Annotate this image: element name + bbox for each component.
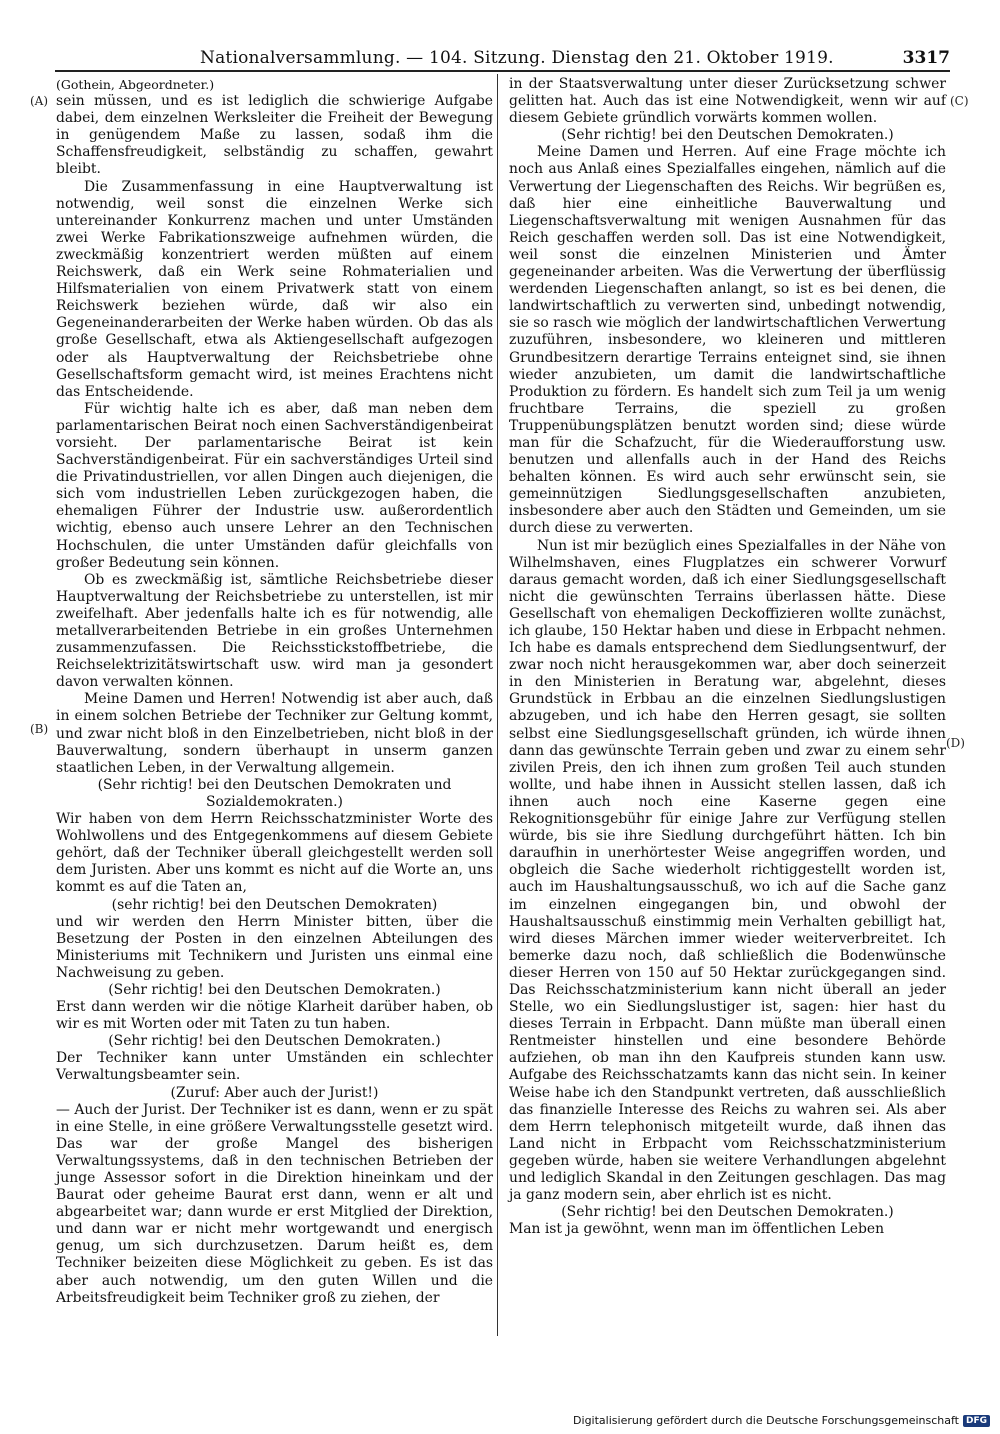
header-rule bbox=[55, 70, 950, 72]
interjection: (Sehr richtig! bei den Deutschen Demokraten.) bbox=[561, 1204, 894, 1221]
paragraph: Wir haben von dem Herrn Reichsschatzminister Worte des Wohlwollens und des Entgegenkommens auf diesem Gebiete gehört, daß der Techniker überall gleichgestellt werden soll dem Juristen. Aber uns kommt es nicht auf die Worte an, uns kommt es auf die Taten an, bbox=[56, 811, 493, 896]
dfg-logo-icon: DFG bbox=[963, 1415, 990, 1427]
running-title: Nationalversammlung. — 104. Sitzung. Dienstag den 21. Oktober 1919. bbox=[200, 48, 834, 68]
page-header bbox=[0, 0, 1000, 70]
paragraph: in der Staatsverwaltung unter dieser Zurücksetzung schwer gelitten hat. Auch das ist eine Notwendigkeit, wenn wir auf diesem Gebiete gründlich vorwärts kommen wollen. bbox=[509, 76, 946, 127]
digitization-footer bbox=[573, 1414, 990, 1427]
page-number: 3317 bbox=[902, 48, 950, 68]
paragraph: Die Zusammenfassung in eine Hauptverwaltung ist notwendig, weil sonst die einzelnen Werke sich untereinander Konkurrenz machen und unter Umständen zwei Werke Fabrikationszweige aufnehmen würden, die zweckmäßig konzentriert werden müßten auf einem Reichswerk, daß ein Werk seine Rohmaterialien und Hilfsmaterialien von einem Privatwerk statt von einem Reichswerk beziehen würde, daß wir also ein Gegeneinanderarbeiten der Werke haben würden. Ob das als große Gesellschaft, etwa als Aktiengesellschaft aufgezogen oder als Hauptverwaltung der Reichsbetriebe ohne Gesellschaftsform gemacht wird, ist meines Erachtens nicht das Entscheidende. bbox=[56, 178, 493, 400]
margin-marker-b: (B) bbox=[30, 722, 49, 736]
column-divider bbox=[497, 74, 498, 1336]
margin-marker-a: (A) bbox=[30, 94, 49, 108]
interjection: (Sehr richtig! bei den Deutschen Demokraten.) bbox=[108, 981, 441, 998]
footer-text: Digitalisierung gefördert durch die Deutsche Forschungsgemeinschaft bbox=[573, 1414, 959, 1427]
interjection: (sehr richtig! bei den Deutschen Demokraten) bbox=[111, 896, 438, 913]
paragraph: sein müssen, und es ist lediglich die schwierige Aufgabe dabei, dem einzelnen Werksleiter die Freiheit der Bewegung in genügendem Maße zu lassen, sodaß ihm die Schaffensfreudigkeit, selbständig zu schaffen, gewahrt bleibt. bbox=[56, 93, 493, 178]
paragraph: Ob es zweckmäßig ist, sämtliche Reichsbetriebe dieser Hauptverwaltung der Reichsbetriebe zu unterstellen, ist mir zweifelhaft. Aber jedenfalls halte ich es für notwendig, alle metallverarbeitenden Betriebe in ein großes Unternehmen zusammenzufassen. Die Reichsstickstoffbetriebe, die Reichselektrizitätswirtschaft usw. wird man ja gesondert davon verwalten können. bbox=[56, 571, 493, 691]
interjection: (Sehr richtig! bei den Deutschen Demokraten und Sozialdemokraten.) bbox=[97, 776, 452, 810]
paragraph: Meine Damen und Herren! Notwendig ist aber auch, daß in einem solchen Betriebe der Techniker zur Geltung kommt, und zwar nicht bloß in den Einzelbetrieben, nicht bloß in der Bauverwaltung, sondern überhaupt in unserm ganzen staatlichen Leben, in der Verwaltung allgemein. bbox=[56, 691, 493, 776]
interjection: (Sehr richtig! bei den Deutschen Demokraten.) bbox=[561, 127, 894, 144]
margin-marker-c: (C) bbox=[950, 94, 969, 108]
margin-marker-d: (D) bbox=[946, 736, 965, 750]
paragraph: Für wichtig halte ich es aber, daß man neben dem parlamentarischen Beirat noch einen Sachverständigenbeirat vorsieht. Der parlamentarische Beirat ist kein Sachverständigenbeirat. Für ein sachverständiges Urteil sind die Privatindustriellen, vor allen Dingen auch diejenigen, die sich vom industriellen Leben zurückgezogen haben, die ehemaligen Führer der Industrie usw. außerordentlich wichtig, ebenso auch unsere Lehrer an den Technischen Hochschulen, die unter Umständen dafür gleichfalls von großer Bedeutung sein können. bbox=[56, 400, 493, 571]
paragraph: Meine Damen und Herren. Auf eine Frage möchte ich noch aus Anlaß eines Spezialfalles eingehen, nämlich auf die Verwertung der Liegenschaften des Reichs. Wir begrüßen es, daß hier eine einheitliche Bauverwaltung und Liegenschaftsverwaltung mit wenigen Ausnahmen für das Reich geschaffen werden soll. Das ist eine Notwendigkeit, weil sonst die einzelnen Ministerien und Ämter gegeneinander arbeiten. Was die Verwertung der überflüssig werdenden Liegenschaften anlangt, so ist es bei denen, die landwirtschaftlich zu verwerten sind, unbedingt notwendig, sie so rasch wie möglich der landwirtschaftlichen Verwertung zuzuführen, insbesondere, wo kleineren und mittleren Grundbesitzern derartige Terrains enteignet sind, sie ihnen wieder anzubieten, um damit die landwirtschaftliche Produktion zu fördern. Es handelt sich zum Teil ja um wenig fruchtbare Terrains, die speziell zu großen Truppenübungsplätzen benutzt worden sind; diese würde man für die Schafzucht, für die Wiederaufforstung usw. benutzen und allenfalls auch in der Hand des Reichs behalten können. Es wird auch sehr erwünscht sein, sie gemeinnützigen Siedlungsgesellschaften anzubieten, insbesondere aber auch den Städten und Gemeinden, um sie durch diese zu verwerten. bbox=[509, 144, 946, 537]
paragraph: Man ist ja gewöhnt, wenn man im öffentlichen Leben bbox=[509, 1221, 885, 1238]
speaker-label: (Gothein, Abgeordneter.) bbox=[56, 77, 215, 92]
paragraph: Der Techniker kann unter Umständen ein schlechter Verwaltungsbeamter sein. bbox=[56, 1050, 493, 1084]
interjection: (Zuruf: Aber auch der Jurist!) bbox=[170, 1084, 379, 1101]
right-column bbox=[509, 76, 946, 1238]
left-column bbox=[56, 76, 493, 1307]
interjection: (Sehr richtig! bei den Deutschen Demokraten.) bbox=[108, 1033, 441, 1050]
paragraph: Erst dann werden wir die nötige Klarheit darüber haben, ob wir es mit Worten oder mit Taten zu tun haben. bbox=[56, 999, 493, 1033]
paragraph: und wir werden den Herrn Minister bitten, über die Besetzung der Posten in den einzelnen Abteilungen des Ministeriums mit Technikern und Juristen uns einmal eine Nachweisung zu geben. bbox=[56, 913, 493, 981]
paragraph: — Auch der Jurist. Der Techniker ist es dann, wenn er zu spät in eine Stelle, in eine größere Verwaltungsstelle gesetzt wird. Das war der große Mangel des bisherigen Verwaltungssystems, daß in den technischen Betrieben der junge Assessor sofort in die Direktion hineinkam und der Baurat oder geheime Baurat erst dann, wenn er alt und abgearbeitet war; dann wurde er erst Mitglied der Direktion, und dann war er nicht mehr wortgewandt und energisch genug, um sich durchzusetzen. Darum heißt es, dem Techniker beizeiten diese Möglichkeit zu geben. Es ist das aber auch notwendig, um den guten Willen und die Arbeitsfreudigkeit beim Techniker groß zu ziehen, der bbox=[56, 1101, 493, 1306]
paragraph: Nun ist mir bezüglich eines Spezialfalles in der Nähe von Wilhelmshaven, eines Flugplatzes ein schwerer Vorwurf daraus gemacht worden, daß ich einer Siedlungsgesellschaft nicht die gewünschten Terrains überlassen hätte. Diese Gesellschaft von ehemaligen Deckoffizieren wollte zunächst, ich glaube, 150 Hektar haben und diese in Erbpacht nehmen. Ich habe es damals entsprechend dem Siedlungsentwurf, der zwar noch nicht herausgekommen war, aber doch seinerzeit in den Ministerien in Beratung war, abgelehnt, dieses Grundstück in Erbbau an die einzelnen Siedlungslustigen abzugeben, und ich habe den Herren gesagt, sie sollten selbst eine Siedlungsgesellschaft gründen, ich würde ihnen dann das gewünschte Terrain geben und zwar zu einem sehr zivilen Preis, den ich ihnen zum großen Teil auch stunden wollte, und habe ihnen in Aussicht stellen lassen, daß ich ihnen auch noch eine Kaserne gegen eine Rekognitionsgebühr für einige Jahre zur Verfügung stellen würde, bis sie ihre Siedlung durchgeführt hätten. Ich bin daraufhin in unerhörtester Weise angegriffen worden, und obgleich die Sache wiederholt richtiggestellt worden ist, auch im Haushaltungsausschuß, wo ich auf die Sache ganz im einzelnen eingegangen bin, und obwohl der Haushaltsausschuß einstimmig mein Verhalten gebilligt hat, wird dieses Märchen immer wieder weiterverbreitet. Ich bemerke dazu noch, daß schließlich die Bodenwünsche dieser Herren von 150 auf 50 Hektar zurückgegangen sind. Das Reichsschatzministerium kann nicht überall an jeder Stelle, wo ein Siedlungslustiger ist, sagen: hier hast du dieses Terrain in Erbpacht. Dann müßte man überall einen Rentmeister hinstellen und eine besondere Behörde aufziehen, ob man ihn den Kaufpreis stunden kann usw. Aufgabe des Reichsschatzamts kann das nicht sein. In keiner Weise habe ich den Standpunkt vertreten, daß ausschließlich das finanzielle Interesse des Reichs zu wahren sei. Als aber dem Herrn telephonisch mitgeteilt wurde, daß ihnen das Land nicht in Erbpacht vom Reichsschatzministerium gegeben würde, haben sie weitere Verhandlungen abgelehnt und lediglich Skandal in den Zeitungen geschlagen. Das mag ja ganz modern sein, aber ehrlich ist es nicht. bbox=[509, 537, 946, 1204]
